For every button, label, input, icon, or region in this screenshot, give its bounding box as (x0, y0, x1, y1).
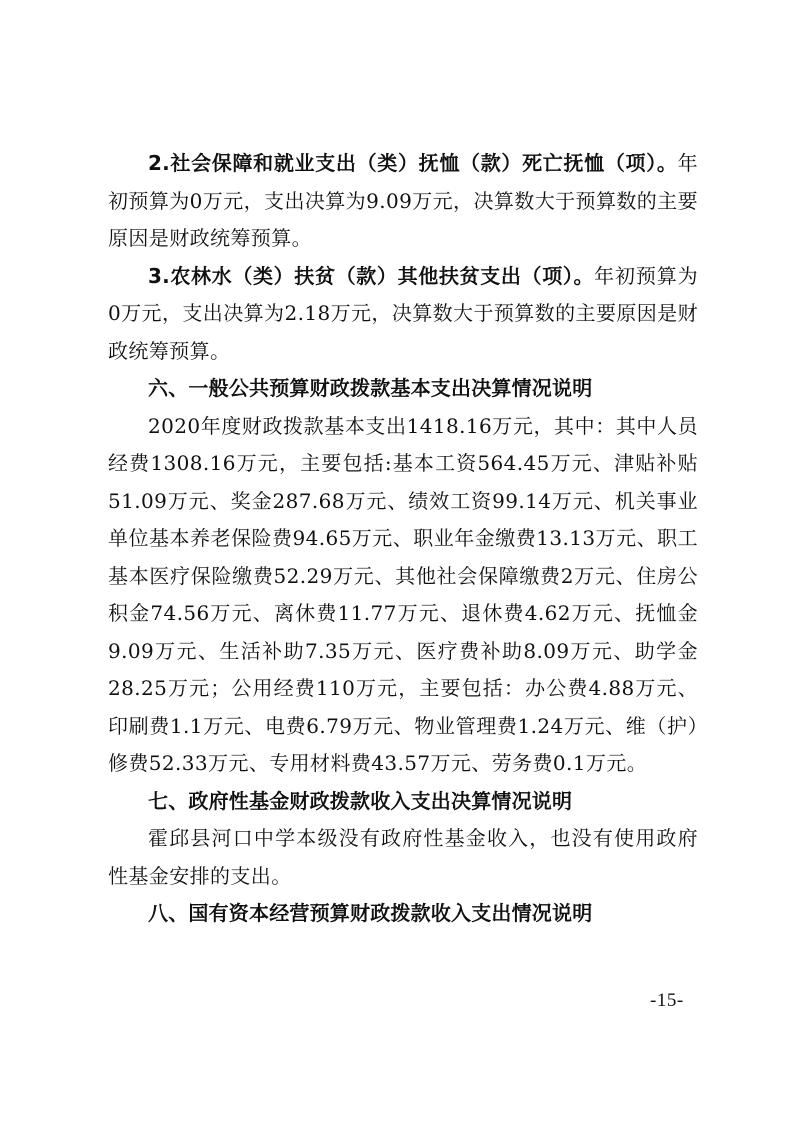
item-agriculture-body: 年初预算为0万元，支出决算为2.18万元，决算数大于预算数的主要原因是财政统筹预算。 (108, 263, 698, 363)
section-7-heading: 七、政府性基金财政拨款收入支出决算情况说明 (148, 788, 573, 813)
item-social-security-title: 2.社会保障和就业支出（类）抚恤（款）死亡抚恤（项）。 (148, 151, 678, 175)
page-number: -15- (650, 990, 684, 1011)
section-6-body: 2020年度财政拨款基本支出1418.16万元，其中：其中人员经费1308.16万元，主要包括:基本工资564.45万元、津贴补贴51.09万元、奖金287.68万元、绩效工资99.14万元、机关事业单位基本养老保险费94.65万元、职业年金缴费13.13万元、职工基本医疗保险缴费52.29万元、其他社会保障缴费2万元、住房公积金74.56万元、离休费11.77万元、退休费4.62万元、抚恤金9.09万元、生活补助7.35万元、医疗费补助8.09万元、助学金28.25万元；公用经费110万元，主要包括：办公费4.88万元、印刷费1.1万元、电费6.79万元、物业管理费1.24万元、维（护）修费52.33万元、专用材料费43.57万元、劳务费0.1万元。 (108, 413, 698, 775)
item-social-security (108, 145, 698, 258)
item-agriculture (108, 258, 698, 371)
item-agriculture-title: 3.农林水（类）扶贫（款）其他扶贫支出（项）。 (148, 263, 595, 288)
page-content (108, 145, 698, 933)
section-6-heading: 六、一般公共预算财政拨款基本支出决算情况说明 (148, 376, 593, 400)
section-8-heading: 八、国有资本经营预算财政拨款收入支出情况说明 (148, 901, 593, 925)
item-social-security-body: 年初预算为0万元，支出决算为9.09万元，决算数大于预算数的主要原因是财政统筹预算。 (108, 151, 698, 250)
section-7-body: 霍邱县河口中学本级没有政府性基金收入，也没有使用政府性基金安排的支出。 (108, 826, 698, 888)
